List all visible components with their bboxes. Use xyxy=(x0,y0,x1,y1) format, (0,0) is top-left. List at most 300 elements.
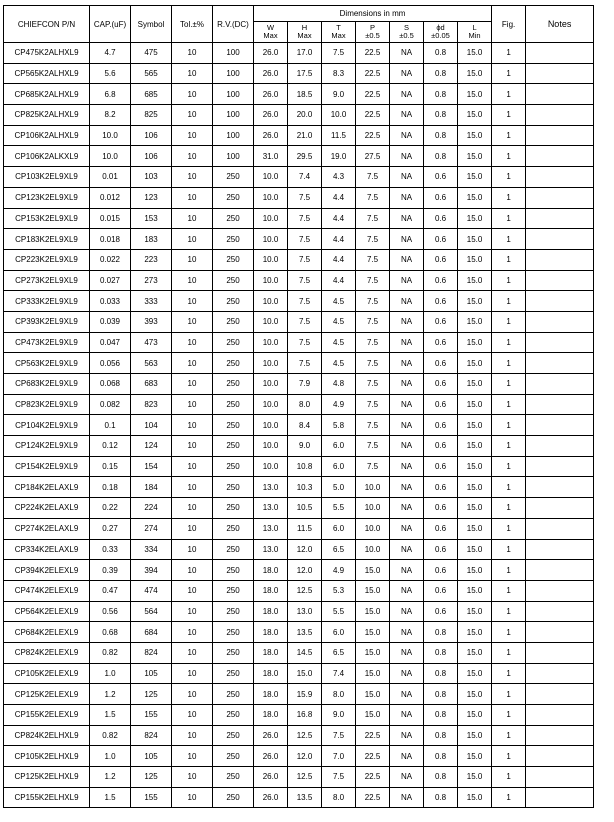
cell-notes xyxy=(526,63,594,84)
cell-lead-length: 15.0 xyxy=(458,518,492,539)
cell-lead-length: 15.0 xyxy=(458,332,492,353)
cell-pitch: 22.5 xyxy=(356,725,390,746)
cell-tolerance: 10 xyxy=(172,249,213,270)
cell-lead-diameter: 0.6 xyxy=(424,477,458,498)
cell-width: 18.0 xyxy=(254,684,288,705)
cell-tolerance: 10 xyxy=(172,208,213,229)
cell-symbol: 223 xyxy=(131,249,172,270)
cell-notes xyxy=(526,436,594,457)
table-row xyxy=(4,415,594,436)
cell-tolerance: 10 xyxy=(172,229,213,250)
cell-pitch: 7.5 xyxy=(356,311,390,332)
cell-figure: 1 xyxy=(492,580,526,601)
cell-width: 26.0 xyxy=(254,63,288,84)
cell-width: 18.0 xyxy=(254,663,288,684)
cell-tolerance: 10 xyxy=(172,84,213,105)
cell-thickness: 5.3 xyxy=(322,580,356,601)
cell-rated-voltage: 100 xyxy=(213,84,254,105)
cell-tolerance: 10 xyxy=(172,787,213,808)
cell-height: 7.5 xyxy=(288,270,322,291)
cell-width: 10.0 xyxy=(254,374,288,395)
cell-lead-diameter: 0.6 xyxy=(424,560,458,581)
cell-pitch: 10.0 xyxy=(356,477,390,498)
table-row xyxy=(4,229,594,250)
cell-rated-voltage: 100 xyxy=(213,125,254,146)
cell-lead-diameter: 0.6 xyxy=(424,394,458,415)
cell-figure: 1 xyxy=(492,725,526,746)
cell-thickness: 4.8 xyxy=(322,374,356,395)
table-row xyxy=(4,580,594,601)
header-notes: Notes xyxy=(526,6,594,43)
cell-capacitance: 0.056 xyxy=(90,353,131,374)
cell-height: 12.0 xyxy=(288,539,322,560)
cell-spacing: NA xyxy=(390,353,424,374)
header-lead-diameter: ϕd ±0.05 xyxy=(424,22,458,43)
cell-tolerance: 10 xyxy=(172,353,213,374)
cell-width: 13.0 xyxy=(254,539,288,560)
cell-part-number: CP105K2ELEXL9 xyxy=(4,663,90,684)
cell-rated-voltage: 250 xyxy=(213,187,254,208)
cell-symbol: 393 xyxy=(131,311,172,332)
cell-symbol: 183 xyxy=(131,229,172,250)
cell-width: 10.0 xyxy=(254,394,288,415)
cell-figure: 1 xyxy=(492,167,526,188)
cell-symbol: 565 xyxy=(131,63,172,84)
cell-width: 10.0 xyxy=(254,167,288,188)
cell-figure: 1 xyxy=(492,539,526,560)
cell-rated-voltage: 250 xyxy=(213,601,254,622)
cell-figure: 1 xyxy=(492,498,526,519)
cell-part-number: CP334K2ELAXL9 xyxy=(4,539,90,560)
cell-thickness: 7.5 xyxy=(322,725,356,746)
cell-pitch: 22.5 xyxy=(356,43,390,64)
cell-spacing: NA xyxy=(390,167,424,188)
table-row xyxy=(4,705,594,726)
cell-pitch: 10.0 xyxy=(356,518,390,539)
cell-capacitance: 6.8 xyxy=(90,84,131,105)
cell-capacitance: 0.82 xyxy=(90,725,131,746)
cell-lead-diameter: 0.6 xyxy=(424,539,458,560)
cell-pitch: 15.0 xyxy=(356,622,390,643)
cell-lead-length: 15.0 xyxy=(458,725,492,746)
cell-lead-length: 15.0 xyxy=(458,353,492,374)
cell-width: 10.0 xyxy=(254,456,288,477)
cell-tolerance: 10 xyxy=(172,642,213,663)
cell-lead-diameter: 0.6 xyxy=(424,456,458,477)
cell-lead-diameter: 0.8 xyxy=(424,43,458,64)
cell-part-number: CP393K2EL9XL9 xyxy=(4,311,90,332)
cell-pitch: 15.0 xyxy=(356,560,390,581)
cell-pitch: 10.0 xyxy=(356,498,390,519)
cell-figure: 1 xyxy=(492,43,526,64)
cell-lead-length: 15.0 xyxy=(458,560,492,581)
table-row xyxy=(4,208,594,229)
cell-lead-diameter: 0.8 xyxy=(424,725,458,746)
cell-height: 29.5 xyxy=(288,146,322,167)
cell-thickness: 6.0 xyxy=(322,622,356,643)
cell-part-number: CP474K2ELEXL9 xyxy=(4,580,90,601)
cell-symbol: 105 xyxy=(131,663,172,684)
header-height: H Max xyxy=(288,22,322,43)
table-row xyxy=(4,767,594,788)
cell-lead-length: 15.0 xyxy=(458,311,492,332)
cell-figure: 1 xyxy=(492,436,526,457)
cell-symbol: 334 xyxy=(131,539,172,560)
cell-tolerance: 10 xyxy=(172,684,213,705)
header-rated-voltage: R.V.(DC) xyxy=(213,6,254,43)
cell-notes xyxy=(526,270,594,291)
cell-part-number: CP274K2ELAXL9 xyxy=(4,518,90,539)
cell-thickness: 19.0 xyxy=(322,146,356,167)
table-row xyxy=(4,746,594,767)
cell-thickness: 11.5 xyxy=(322,125,356,146)
cell-figure: 1 xyxy=(492,415,526,436)
cell-lead-length: 15.0 xyxy=(458,705,492,726)
cell-part-number: CP685K2ALHXL9 xyxy=(4,84,90,105)
cell-width: 13.0 xyxy=(254,498,288,519)
cell-lead-diameter: 0.6 xyxy=(424,580,458,601)
cell-notes xyxy=(526,601,594,622)
cell-height: 14.5 xyxy=(288,642,322,663)
cell-rated-voltage: 100 xyxy=(213,63,254,84)
cell-spacing: NA xyxy=(390,436,424,457)
cell-capacitance: 1.5 xyxy=(90,705,131,726)
table-row xyxy=(4,663,594,684)
cell-capacitance: 1.0 xyxy=(90,746,131,767)
cell-figure: 1 xyxy=(492,311,526,332)
table-row xyxy=(4,146,594,167)
cell-height: 9.0 xyxy=(288,436,322,457)
cell-thickness: 6.0 xyxy=(322,456,356,477)
cell-spacing: NA xyxy=(390,84,424,105)
cell-figure: 1 xyxy=(492,208,526,229)
cell-rated-voltage: 250 xyxy=(213,477,254,498)
cell-thickness: 4.3 xyxy=(322,167,356,188)
cell-pitch: 22.5 xyxy=(356,63,390,84)
cell-symbol: 224 xyxy=(131,498,172,519)
cell-spacing: NA xyxy=(390,394,424,415)
table-row xyxy=(4,167,594,188)
cell-symbol: 823 xyxy=(131,394,172,415)
cell-figure: 1 xyxy=(492,63,526,84)
cell-height: 18.5 xyxy=(288,84,322,105)
cell-symbol: 184 xyxy=(131,477,172,498)
cell-lead-length: 15.0 xyxy=(458,63,492,84)
table-row xyxy=(4,477,594,498)
table-row xyxy=(4,642,594,663)
cell-figure: 1 xyxy=(492,105,526,126)
cell-rated-voltage: 250 xyxy=(213,725,254,746)
cell-spacing: NA xyxy=(390,43,424,64)
cell-thickness: 7.5 xyxy=(322,43,356,64)
cell-capacitance: 0.068 xyxy=(90,374,131,395)
cell-pitch: 7.5 xyxy=(356,187,390,208)
cell-height: 12.5 xyxy=(288,725,322,746)
cell-symbol: 155 xyxy=(131,705,172,726)
cell-thickness: 8.3 xyxy=(322,63,356,84)
cell-spacing: NA xyxy=(390,415,424,436)
cell-height: 16.8 xyxy=(288,705,322,726)
cell-tolerance: 10 xyxy=(172,415,213,436)
cell-height: 12.5 xyxy=(288,767,322,788)
cell-figure: 1 xyxy=(492,477,526,498)
cell-lead-length: 15.0 xyxy=(458,105,492,126)
cell-figure: 1 xyxy=(492,249,526,270)
cell-capacitance: 0.1 xyxy=(90,415,131,436)
header-dimensions: Dimensions in mm xyxy=(254,6,492,22)
cell-width: 13.0 xyxy=(254,518,288,539)
cell-symbol: 123 xyxy=(131,187,172,208)
cell-tolerance: 10 xyxy=(172,767,213,788)
cell-width: 10.0 xyxy=(254,415,288,436)
cell-capacitance: 4.7 xyxy=(90,43,131,64)
cell-figure: 1 xyxy=(492,146,526,167)
cell-pitch: 7.5 xyxy=(356,249,390,270)
cell-figure: 1 xyxy=(492,767,526,788)
cell-capacitance: 0.82 xyxy=(90,642,131,663)
cell-thickness: 8.0 xyxy=(322,684,356,705)
cell-height: 7.5 xyxy=(288,229,322,250)
cell-capacitance: 0.082 xyxy=(90,394,131,415)
cell-rated-voltage: 250 xyxy=(213,208,254,229)
cell-capacitance: 0.56 xyxy=(90,601,131,622)
cell-lead-diameter: 0.6 xyxy=(424,518,458,539)
cell-lead-length: 15.0 xyxy=(458,456,492,477)
cell-pitch: 10.0 xyxy=(356,539,390,560)
table-row xyxy=(4,725,594,746)
cell-part-number: CP106K2ALKXL9 xyxy=(4,146,90,167)
cell-figure: 1 xyxy=(492,684,526,705)
cell-lead-diameter: 0.8 xyxy=(424,663,458,684)
cell-lead-length: 15.0 xyxy=(458,125,492,146)
cell-notes xyxy=(526,767,594,788)
cell-symbol: 274 xyxy=(131,518,172,539)
cell-capacitance: 0.18 xyxy=(90,477,131,498)
cell-part-number: CP824K2ELEXL9 xyxy=(4,642,90,663)
cell-tolerance: 10 xyxy=(172,394,213,415)
cell-capacitance: 1.2 xyxy=(90,684,131,705)
header-pitch: P ±0.5 xyxy=(356,22,390,43)
cell-thickness: 4.5 xyxy=(322,353,356,374)
cell-part-number: CP104K2EL9XL9 xyxy=(4,415,90,436)
cell-part-number: CP825K2ALHXL9 xyxy=(4,105,90,126)
cell-part-number: CP153K2EL9XL9 xyxy=(4,208,90,229)
cell-lead-diameter: 0.6 xyxy=(424,601,458,622)
cell-rated-voltage: 250 xyxy=(213,415,254,436)
cell-notes xyxy=(526,725,594,746)
cell-notes xyxy=(526,684,594,705)
cell-height: 20.0 xyxy=(288,105,322,126)
cell-notes xyxy=(526,187,594,208)
cell-lead-diameter: 0.8 xyxy=(424,146,458,167)
cell-spacing: NA xyxy=(390,622,424,643)
cell-lead-diameter: 0.8 xyxy=(424,63,458,84)
cell-pitch: 15.0 xyxy=(356,580,390,601)
cell-pitch: 15.0 xyxy=(356,601,390,622)
cell-lead-length: 15.0 xyxy=(458,415,492,436)
cell-part-number: CP473K2EL9XL9 xyxy=(4,332,90,353)
cell-rated-voltage: 250 xyxy=(213,436,254,457)
cell-lead-diameter: 0.8 xyxy=(424,105,458,126)
cell-part-number: CP155K2ELEXL9 xyxy=(4,705,90,726)
cell-rated-voltage: 250 xyxy=(213,560,254,581)
cell-part-number: CP183K2EL9XL9 xyxy=(4,229,90,250)
cell-part-number: CP125K2ELEXL9 xyxy=(4,684,90,705)
cell-symbol: 473 xyxy=(131,332,172,353)
cell-thickness: 7.0 xyxy=(322,746,356,767)
header-spacing: S ±0.5 xyxy=(390,22,424,43)
cell-width: 18.0 xyxy=(254,580,288,601)
cell-width: 18.0 xyxy=(254,622,288,643)
cell-symbol: 333 xyxy=(131,291,172,312)
cell-symbol: 153 xyxy=(131,208,172,229)
cell-lead-length: 15.0 xyxy=(458,601,492,622)
cell-spacing: NA xyxy=(390,270,424,291)
cell-height: 7.5 xyxy=(288,208,322,229)
cell-notes xyxy=(526,125,594,146)
cell-lead-length: 15.0 xyxy=(458,43,492,64)
cell-capacitance: 0.047 xyxy=(90,332,131,353)
table-row xyxy=(4,456,594,477)
cell-thickness: 4.9 xyxy=(322,560,356,581)
cell-width: 18.0 xyxy=(254,705,288,726)
cell-figure: 1 xyxy=(492,353,526,374)
cell-lead-length: 15.0 xyxy=(458,477,492,498)
cell-tolerance: 10 xyxy=(172,63,213,84)
header-width: W Max xyxy=(254,22,288,43)
cell-height: 10.8 xyxy=(288,456,322,477)
header-capacitance: CAP.(uF) xyxy=(90,6,131,43)
cell-lead-diameter: 0.8 xyxy=(424,622,458,643)
cell-tolerance: 10 xyxy=(172,105,213,126)
cell-spacing: NA xyxy=(390,332,424,353)
cell-notes xyxy=(526,477,594,498)
cell-notes xyxy=(526,208,594,229)
cell-notes xyxy=(526,105,594,126)
cell-figure: 1 xyxy=(492,601,526,622)
cell-height: 8.0 xyxy=(288,394,322,415)
cell-part-number: CP224K2ELAXL9 xyxy=(4,498,90,519)
cell-height: 11.5 xyxy=(288,518,322,539)
table-row xyxy=(4,601,594,622)
cell-spacing: NA xyxy=(390,539,424,560)
cell-figure: 1 xyxy=(492,125,526,146)
cell-lead-length: 15.0 xyxy=(458,84,492,105)
cell-lead-diameter: 0.8 xyxy=(424,642,458,663)
table-row xyxy=(4,622,594,643)
cell-height: 17.0 xyxy=(288,43,322,64)
cell-lead-diameter: 0.8 xyxy=(424,125,458,146)
cell-figure: 1 xyxy=(492,187,526,208)
header-part-number: CHIEFCON P/N xyxy=(4,6,90,43)
cell-spacing: NA xyxy=(390,705,424,726)
cell-spacing: NA xyxy=(390,374,424,395)
table-row xyxy=(4,311,594,332)
cell-rated-voltage: 250 xyxy=(213,167,254,188)
cell-symbol: 474 xyxy=(131,580,172,601)
cell-notes xyxy=(526,580,594,601)
cell-rated-voltage: 250 xyxy=(213,353,254,374)
cell-capacitance: 0.015 xyxy=(90,208,131,229)
cell-figure: 1 xyxy=(492,229,526,250)
cell-height: 10.5 xyxy=(288,498,322,519)
cell-part-number: CP475K2ALHXL9 xyxy=(4,43,90,64)
cell-thickness: 4.4 xyxy=(322,187,356,208)
cell-figure: 1 xyxy=(492,560,526,581)
cell-width: 10.0 xyxy=(254,270,288,291)
cell-height: 7.5 xyxy=(288,291,322,312)
cell-symbol: 685 xyxy=(131,84,172,105)
cell-figure: 1 xyxy=(492,394,526,415)
cell-lead-length: 15.0 xyxy=(458,684,492,705)
cell-rated-voltage: 250 xyxy=(213,705,254,726)
cell-notes xyxy=(526,622,594,643)
cell-tolerance: 10 xyxy=(172,705,213,726)
capacitor-spec-table xyxy=(3,5,594,808)
table-row xyxy=(4,43,594,64)
cell-tolerance: 10 xyxy=(172,663,213,684)
cell-thickness: 10.0 xyxy=(322,105,356,126)
header-thickness: T Max xyxy=(322,22,356,43)
cell-figure: 1 xyxy=(492,705,526,726)
cell-part-number: CP223K2EL9XL9 xyxy=(4,249,90,270)
cell-part-number: CP124K2EL9XL9 xyxy=(4,436,90,457)
cell-part-number: CP333K2EL9XL9 xyxy=(4,291,90,312)
cell-symbol: 106 xyxy=(131,125,172,146)
cell-notes xyxy=(526,746,594,767)
cell-pitch: 7.5 xyxy=(356,436,390,457)
cell-thickness: 4.4 xyxy=(322,229,356,250)
cell-rated-voltage: 250 xyxy=(213,374,254,395)
cell-tolerance: 10 xyxy=(172,125,213,146)
cell-lead-length: 15.0 xyxy=(458,374,492,395)
cell-pitch: 7.5 xyxy=(356,394,390,415)
cell-part-number: CP824K2ELHXL9 xyxy=(4,725,90,746)
cell-part-number: CP683K2EL9XL9 xyxy=(4,374,90,395)
cell-lead-length: 15.0 xyxy=(458,270,492,291)
cell-capacitance: 10.0 xyxy=(90,125,131,146)
cell-notes xyxy=(526,787,594,808)
cell-pitch: 7.5 xyxy=(356,374,390,395)
cell-height: 10.3 xyxy=(288,477,322,498)
cell-rated-voltage: 250 xyxy=(213,642,254,663)
cell-notes xyxy=(526,291,594,312)
cell-width: 13.0 xyxy=(254,477,288,498)
table-row xyxy=(4,84,594,105)
cell-spacing: NA xyxy=(390,229,424,250)
cell-tolerance: 10 xyxy=(172,580,213,601)
cell-thickness: 6.5 xyxy=(322,642,356,663)
cell-notes xyxy=(526,43,594,64)
cell-rated-voltage: 250 xyxy=(213,249,254,270)
cell-height: 7.5 xyxy=(288,332,322,353)
cell-lead-diameter: 0.6 xyxy=(424,270,458,291)
cell-figure: 1 xyxy=(492,663,526,684)
cell-symbol: 103 xyxy=(131,167,172,188)
cell-notes xyxy=(526,167,594,188)
cell-height: 7.5 xyxy=(288,187,322,208)
cell-pitch: 7.5 xyxy=(356,456,390,477)
cell-lead-diameter: 0.8 xyxy=(424,84,458,105)
cell-thickness: 5.5 xyxy=(322,498,356,519)
cell-pitch: 15.0 xyxy=(356,642,390,663)
cell-width: 26.0 xyxy=(254,84,288,105)
cell-rated-voltage: 250 xyxy=(213,332,254,353)
table-row xyxy=(4,374,594,395)
cell-lead-diameter: 0.6 xyxy=(424,436,458,457)
cell-symbol: 824 xyxy=(131,642,172,663)
cell-pitch: 22.5 xyxy=(356,746,390,767)
